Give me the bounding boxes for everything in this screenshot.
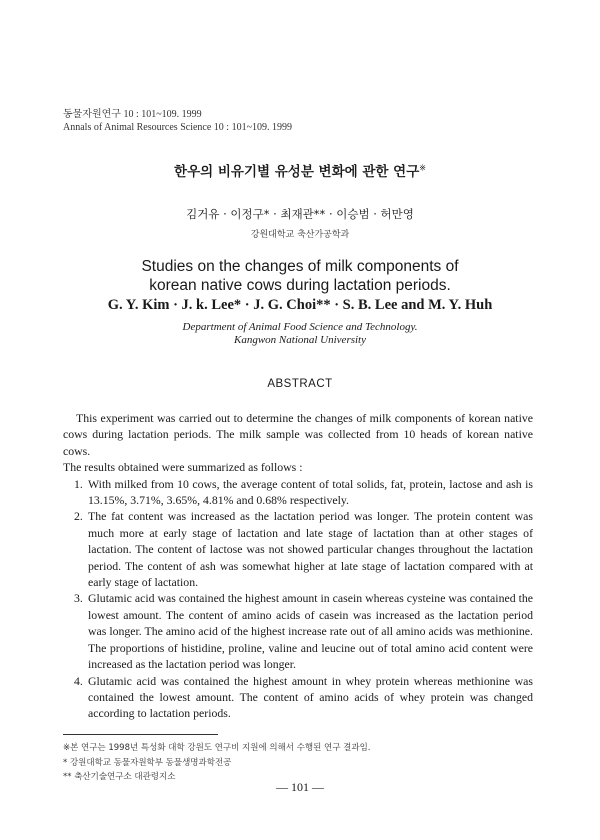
result-text: Glutamic acid was contained the highest amount in whey protein whereas methionine was contained the lowest amount. The content of amino acids of whey protein was changed according to lactation periods. bbox=[88, 673, 533, 721]
english-title bbox=[0, 257, 600, 295]
result-number: 2. bbox=[74, 509, 83, 524]
footnote-affiliation-1: * 강원대학교 동물자원학부 동물생명과학전공 bbox=[63, 757, 232, 768]
journal-header bbox=[63, 108, 292, 134]
result-text: With milked from 10 cows, the average content of total solids, fat, protein, lactose and ash is 13.15%, 3.71%, 3.65%, 4.81% and 0.68% respectively. bbox=[88, 476, 533, 508]
abstract-intro: This experiment was carried out to determine the changes of milk components of korean native cows during lactation periods. The milk sample was collected from 10 heads of korean native cows. bbox=[63, 411, 533, 458]
result-item bbox=[63, 673, 533, 722]
result-item bbox=[63, 508, 533, 590]
page-number: — 101 — bbox=[276, 780, 324, 794]
result-number: 4. bbox=[74, 673, 83, 688]
footnotes bbox=[63, 741, 371, 785]
result-number: 1. bbox=[74, 476, 83, 491]
title-footnote-mark: ※ bbox=[419, 163, 426, 173]
english-title-line-1: Studies on the changes of milk components of bbox=[141, 258, 459, 275]
english-title-line-2: korean native cows during lactation periods. bbox=[149, 277, 451, 294]
korean-title bbox=[0, 160, 600, 180]
result-text: The fat content was increased as the lactation period was longer. The protein content was much more at early stage of lactation and late stage of lactation than at other stages of lactation. The content of lactose was not showed particular changes throughout the lactation period. The content of ash was somewhat higher at late stage of lactation compared with at early stage of lactation. bbox=[88, 509, 533, 590]
korean-title-text: 한우의 비유기별 유성분 변화에 관한 연구 bbox=[174, 164, 420, 180]
results-intro: The results obtained were summarized as follows : bbox=[63, 460, 303, 475]
result-number: 3. bbox=[74, 591, 83, 606]
result-item bbox=[63, 476, 533, 509]
footnote-divider bbox=[63, 734, 218, 735]
english-affiliation bbox=[0, 321, 600, 347]
footnote-affiliation-2: ** 축산기술연구소 대관령지소 bbox=[63, 772, 176, 782]
english-authors: G. Y. Kim · J. k. Lee* · J. G. Choi** · S. B. Lee and M. Y. Huh bbox=[107, 297, 493, 313]
journal-citation-en: Annals of Animal Resources Science 10 : 101~109. 1999 bbox=[63, 122, 292, 133]
footnote-funding: ※본 연구는 1998년 특성화 대학 강원도 연구비 지원에 의해서 수행된 연구 결과임. bbox=[63, 743, 371, 753]
korean-affiliation: 강원대학교 축산가공학과 bbox=[250, 230, 350, 240]
journal-citation-kr: 동물자원연구 10 : 101~109. 1999 bbox=[63, 109, 202, 120]
korean-authors: 김거유 · 이정구* · 최재관** · 이승범 · 허만영 bbox=[186, 207, 414, 221]
result-item bbox=[63, 590, 533, 672]
results-list bbox=[63, 476, 533, 722]
result-text: Glutamic acid was contained the highest amount in casein whereas cysteine was contained the lowest amount. The content of amino acids of casein was increased as the lactation period was longer. The amino acid of the highest increase rate out of all amino acids was methionine. The proportions of histidine, proline, valine and leucine out of total amino acid content were increased as the lactation period was longer. bbox=[88, 591, 533, 672]
abstract-body bbox=[63, 410, 533, 722]
abstract-heading: ABSTRACT bbox=[267, 378, 333, 390]
english-affiliation-line-1: Department of Animal Food Science and Technology. bbox=[182, 321, 418, 333]
english-affiliation-line-2: Kangwon National University bbox=[234, 334, 366, 346]
